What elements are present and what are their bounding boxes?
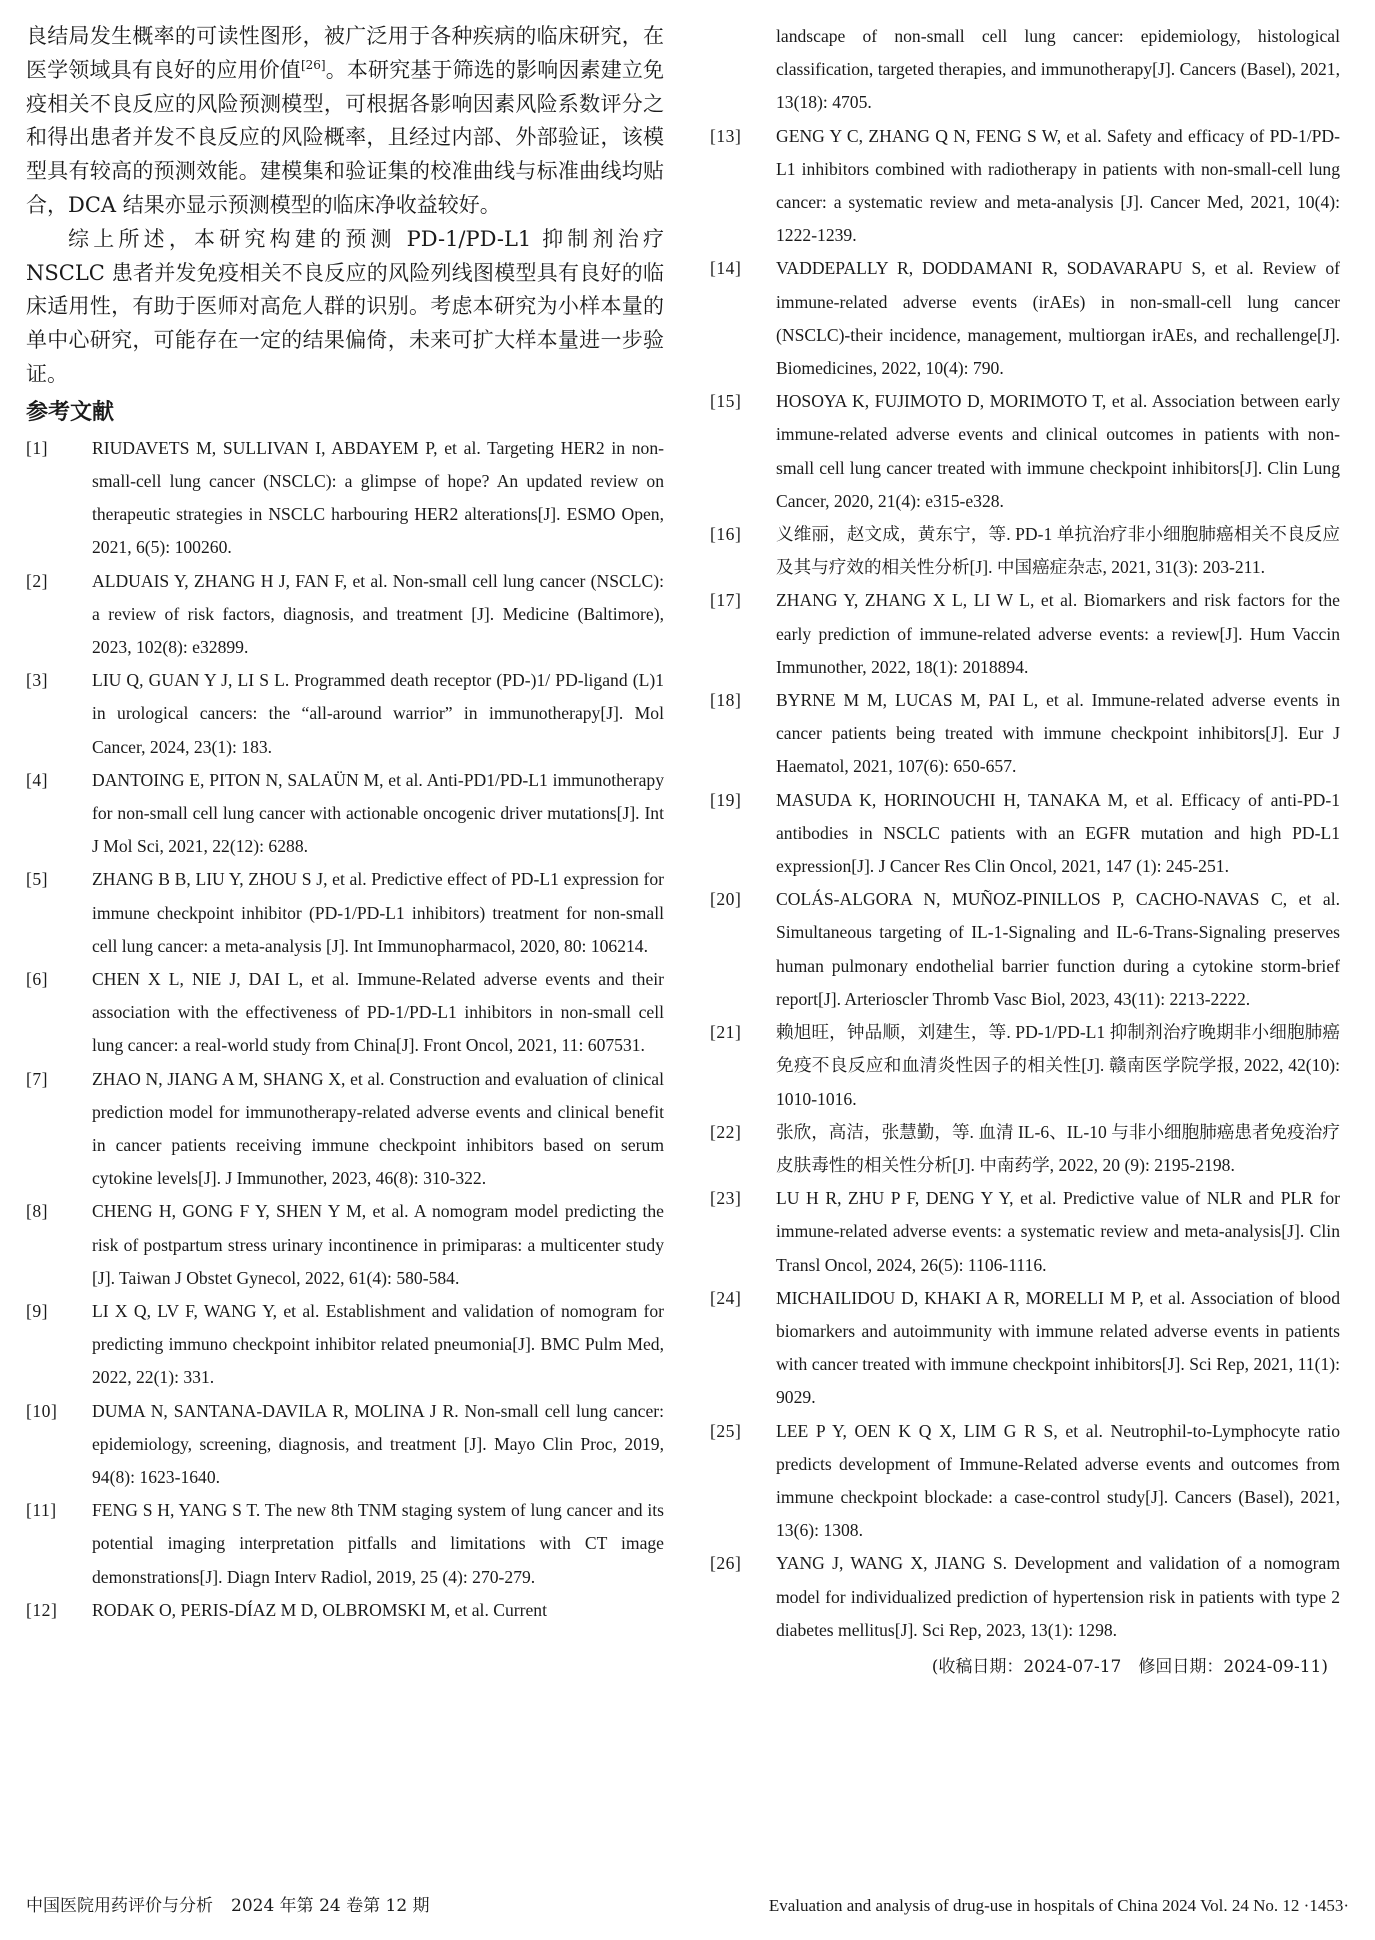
reference-text: DUMA N, SANTANA-DAVILA R, MOLINA J R. Non-small cell lung cancer: epidemiology, screening, diagnosis, and treatment [J]. Mayo Clin Proc, 2019, 94(8): 1623-1640. (92, 1400, 664, 1488)
reference-number: [7] (26, 1068, 49, 1089)
reference-text: GENG Y C, ZHANG Q N, FENG S W, et al. Safety and efficacy of PD-1/PD-L1 inhibitors combined with radiotherapy in patients with non-small-cell lung cancer: a systematic review and meta-analysis [J]. Cancer Med, 2021, 10(4): 1222-1239. (776, 125, 1340, 246)
reference-text: ALDUAIS Y, ZHANG H J, FAN F, et al. Non-small cell lung cancer (NSCLC): a review of risk factors, diagnosis, and treatment [J]. Medicine (Baltimore), 2023, 102(8): e32899. (92, 570, 664, 657)
reference-entry (26, 664, 664, 764)
reference-number: [26] (710, 1553, 742, 1574)
reference-list-right (710, 20, 1340, 1647)
reference-text: VADDEPALLY R, DODDAMANI R, SODAVARAPU S, et al. Review of immune-related adverse events (irAEs) in non-small-cell lung cancer (NSCLC)-their incidence, management, multiorgan irAEs, and rechallenge[J]. Biomedicines, 2022, 10(4): 790. (776, 258, 1340, 379)
reference-number: [2] (26, 570, 49, 591)
reference-entry (710, 120, 1340, 253)
reference-number: [23] (710, 1188, 742, 1209)
reference-number: [14] (710, 258, 742, 279)
reference-text: CHEN X L, NIE J, DAI L, et al. Immune-Related adverse events and their association with the effectiveness of PD-1/PD-L1 inhibitors in non-small cell lung cancer: a real-world study from China[J]. Front Oncol, 2021, 11: 607531. (92, 969, 664, 1056)
reference-number: [25] (710, 1420, 742, 1441)
reference-number: [10] (26, 1400, 58, 1421)
reference-number: [17] (710, 590, 742, 611)
reference-text: LEE P Y, OEN K Q X, LIM G R S, et al. Neutrophil-to-Lymphocyte ratio predicts development of Immune-Related adverse events and outcomes from immune checkpoint blockade: a case-control study[J]. Cancers (Basel), 2021, 13(6): 1308. (776, 1420, 1340, 1541)
reference-entry (710, 252, 1340, 385)
reference-text: ZHAO N, JIANG A M, SHANG X, et al. Construction and evaluation of clinical prediction model for immunotherapy-related adverse events and clinical benefit in cancer patients receiving immune checkpoint inhibitors based on serum cytokine levels[J]. J Immunother, 2023, 46(8): 310-322. (92, 1068, 664, 1189)
reference-text: MICHAILIDOU D, KHAKI A R, MORELLI M P, et al. Association of blood biomarkers and autoimmunity with immune related adverse events in patients with cancer treated with immune checkpoint inhibitors[J]. Sci Rep, 2021, 11(1): 9029. (776, 1287, 1340, 1408)
left-column (26, 20, 664, 1627)
reference-text: MASUDA K, HORINOUCHI H, TANAKA M, et al. Efficacy of anti-PD-1 antibodies in NSCLC patients with an EGFR mutation and high PD-L1 expression[J]. J Cancer Res Clin Oncol, 2021, 147 (1): 245-251. (776, 789, 1340, 877)
reference-entry (710, 883, 1340, 1016)
reference-entry (26, 764, 664, 864)
reference-entry (710, 20, 1340, 120)
reference-number: [9] (26, 1301, 49, 1322)
reference-entry (710, 518, 1340, 584)
footer-right: Evaluation and analysis of drug-use in hospitals of China 2024 Vol. 24 No. 12 ·1453· (768, 1896, 1349, 1915)
reference-entry (26, 1395, 664, 1495)
reference-entry (710, 1182, 1340, 1282)
received-revised-dates: (收稿日期：2024-07-17 修回日期：2024-09-11) (931, 1656, 1328, 1677)
body-paragraph (26, 20, 664, 223)
reference-entry (710, 684, 1340, 784)
reference-entry (710, 1116, 1340, 1182)
reference-text: YANG J, WANG X, JIANG S. Development and validation of a nomogram model for individualized prediction of hypertension risk in patients with type 2 diabetes mellitus[J]. Sci Rep, 2023, 13(1): 1298. (776, 1553, 1340, 1640)
reference-text: LU H R, ZHU P F, DENG Y Y, et al. Predictive value of NLR and PLR for immune-related adverse events: a systematic review and meta-analysis[J]. Clin Transl Oncol, 2024, 26(5): 1106-1116. (776, 1188, 1340, 1275)
reference-entry (710, 1547, 1340, 1647)
reference-text: HOSOYA K, FUJIMOTO D, MORIMOTO T, et al. Association between early immune-related adverse events and clinical outcomes in patients with non-small cell lung cancer treated with immune checkpoint inhibitors[J]. Clin Lung Cancer, 2020, 21(4): e315-e328. (776, 391, 1340, 511)
conclusion-paragraph: 综上所述，本研究构建的预测 PD-1/PD-L1 抑制剂治疗 NSCLC 患者并发免疫相关不良反应的风险列线图模型具有良好的临床适用性，有助于医师对高危人群的识别。考虑本研究为小样本量的单中心研究，可能存在一定的结果偏倚，未来可扩大样本量进一步验证。 (26, 226, 664, 386)
reference-number: [1] (26, 437, 49, 458)
reference-number: [15] (710, 391, 742, 412)
references-heading: 参考文献 (26, 399, 115, 425)
reference-number: [24] (710, 1287, 742, 1308)
reference-number: [18] (710, 690, 742, 711)
reference-number: [20] (710, 889, 742, 910)
reference-number (710, 20, 776, 120)
reference-entry (26, 1494, 664, 1594)
reference-entry (26, 863, 664, 963)
footer-journal-name: 中国医院用药评价与分析 (26, 1896, 213, 1916)
body-text: 良结局发生概率的可读性图形，被广泛用于各种疾病的临床研究，在医学领域具有良好的应用价值 (26, 24, 664, 82)
reference-entry (26, 565, 664, 665)
footer-left (26, 1894, 430, 1918)
reference-list-left (26, 432, 664, 1627)
reference-text: COLÁS-ALGORA N, MUÑOZ-PINILLOS P, CACHO-NAVAS C, et al. Simultaneous targeting of IL-1-Signaling and IL-6-Trans-Signaling preserves human pulmonary endothelial barrier function during a cytokine storm-brief report[J]. Arterioscler Thromb Vasc Biol, 2023, 43(11): 2213-2222. (776, 889, 1340, 1009)
reference-text: FENG S H, YANG S T. The new 8th TNM staging system of lung cancer and its potential imaging interpretation pitfalls and limitations with CT image demonstrations[J]. Diagn Interv Radiol, 2019, 25 (4): 270-279. (92, 1500, 664, 1587)
reference-number: [19] (710, 789, 742, 810)
reference-text: landscape of non-small cell lung cancer: epidemiology, histological classification, targeted therapies, and immunotherapy[J]. Cancers (Basel), 2021, 13(18): 4705. (776, 26, 1340, 113)
reference-entry (26, 1594, 664, 1627)
reference-entry (26, 1063, 664, 1196)
reference-text: ZHANG Y, ZHANG X L, LI W L, et al. Biomarkers and risk factors for the early prediction of immune-related adverse events: a review[J]. Hum Vaccin Immunother, 2022, 18(1): 2018894. (776, 590, 1340, 677)
reference-entry (26, 432, 664, 565)
reference-entry (710, 385, 1340, 518)
reference-entry (710, 1016, 1340, 1116)
reference-entry (710, 784, 1340, 884)
reference-number: [4] (26, 769, 49, 790)
reference-text: ZHANG B B, LIU Y, ZHOU S J, et al. Predictive effect of PD-L1 expression for immune checkpoint inhibitor (PD-1/PD-L1 inhibitors) treatment for non-small cell lung cancer: a meta-analysis [J]. Int Immunopharmacol, 2020, 80: 106214. (92, 869, 664, 956)
reference-number: [22] (710, 1121, 742, 1142)
reference-number: [21] (710, 1022, 742, 1043)
reference-number: [6] (26, 969, 49, 990)
reference-text: DANTOING E, PITON N, SALAÜN M, et al. Anti-PD1/PD-L1 immunotherapy for non-small cell lung cancer with actionable oncogenic driver mutations[J]. Int J Mol Sci, 2021, 22(12): 6288. (92, 769, 664, 857)
reference-number: [11] (26, 1500, 57, 1521)
citation-marker[interactable]: [26] (300, 57, 326, 72)
reference-text: 赖旭旺，钟品顺，刘建生，等. PD-1/PD-L1 抑制剂治疗晚期非小细胞肺癌免疫不良反应和血清炎性因子的相关性[J]. 赣南医学院学报, 2022, 42(10): 1010-1016. (776, 1022, 1340, 1109)
reference-number: [3] (26, 670, 49, 691)
reference-text: 张欣，高洁，张慧勤，等. 血清 IL-6、IL-10 与非小细胞肺癌患者免疫治疗皮肤毒性的相关性分析[J]. 中南药学, 2022, 20 (9): 2195-2198. (776, 1121, 1340, 1175)
reference-entry (26, 1195, 664, 1295)
reference-text: CHENG H, GONG F Y, SHEN Y M, et al. A nomogram model predicting the risk of postpartum stress urinary incontinence in primiparas: a multicenter study [J]. Taiwan J Obstet Gynecol, 2022, 61(4): 580-584. (92, 1201, 664, 1288)
reference-entry (710, 1282, 1340, 1415)
reference-number: [16] (710, 524, 742, 545)
reference-text: RODAK O, PERIS-DÍAZ M D, OLBROMSKI M, et al. Current (92, 1599, 547, 1620)
reference-entry (26, 1295, 664, 1395)
reference-entry (710, 584, 1340, 684)
reference-text: BYRNE M M, LUCAS M, PAI L, et al. Immune-related adverse events in cancer patients being treated with immune checkpoint inhibitors[J]. Eur J Haematol, 2021, 107(6): 650-657. (776, 690, 1340, 777)
reference-entry (710, 1415, 1340, 1548)
reference-entry (26, 963, 664, 1063)
body-text: 。本研究基于筛选的影响因素建立免疫相关不良反应的风险预测模型，可根据各影响因素风险系数评分之和得出患者并发不良反应的风险概率，且经过内部、外部验证，该模型具有较高的预测效能。建模集和验证集的校准曲线与标准曲线均贴合，DCA 结果亦显示预测模型的临床净收益较好。 (26, 57, 664, 217)
right-column (710, 20, 1340, 1681)
reference-text: LI X Q, LV F, WANG Y, et al. Establishment and validation of nomogram for predicting immuno checkpoint inhibitor related pneumonia[J]. BMC Pulm Med, 2022, 22(1): 331. (92, 1301, 664, 1388)
reference-number: [8] (26, 1201, 49, 1222)
reference-text: LIU Q, GUAN Y J, LI S L. Programmed death receptor (PD-)1/ PD-ligand (L)1 in urological cancers: the “all-around warrior” in immunotherapy[J]. Mol Cancer, 2024, 23(1): 183. (92, 670, 664, 757)
footer-issue: 2024 年第 24 卷第 12 期 (231, 1896, 430, 1916)
reference-number: [5] (26, 869, 49, 890)
reference-number: [13] (710, 125, 742, 146)
reference-text: 义维丽，赵文成，黄东宁，等. PD-1 单抗治疗非小细胞肺癌相关不良反应及其与疗效的相关性分析[J]. 中国癌症杂志, 2021, 31(3): 203-211. (776, 524, 1340, 578)
reference-text: RIUDAVETS M, SULLIVAN I, ABDAYEM P, et al. Targeting HER2 in non-small-cell lung cancer (NSCLC): a glimpse of hope? An updated review on therapeutic strategies in NSCLC harbouring HER2 alterations[J]. ESMO Open, 2021, 6(5): 100260. (92, 437, 664, 558)
reference-number: [12] (26, 1599, 58, 1620)
